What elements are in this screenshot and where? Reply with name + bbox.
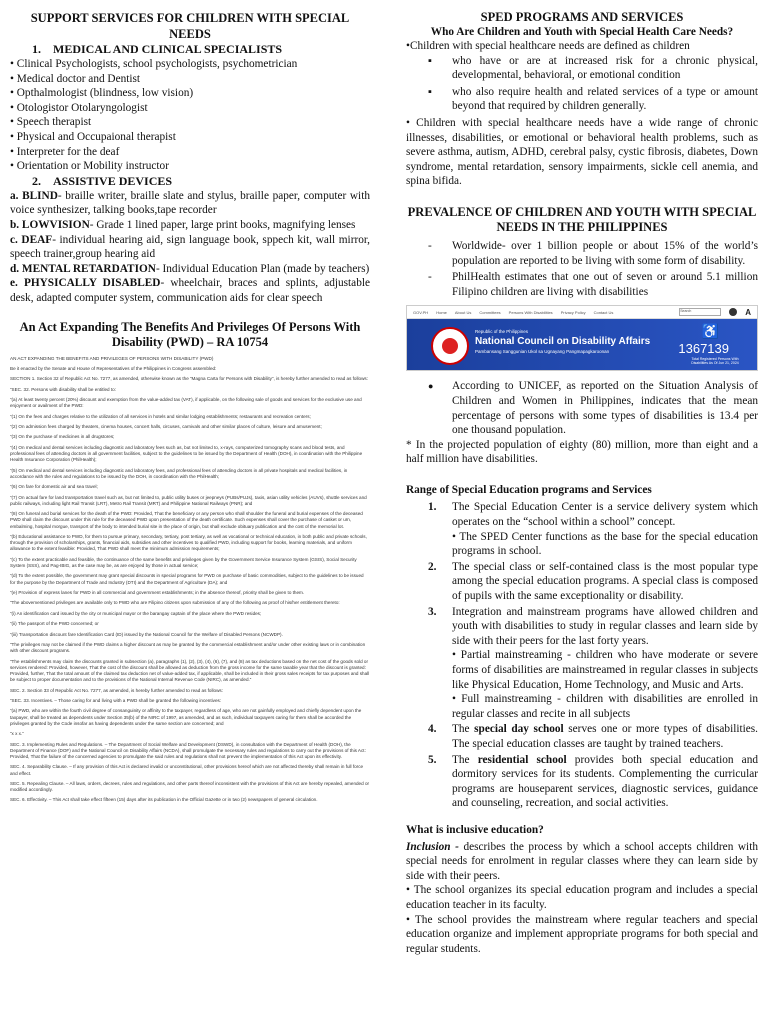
- definition-item: ▪ who also require health and related services of a type or amount beyond that required by children generally.: [452, 85, 758, 114]
- nav-link: Home: [436, 309, 447, 315]
- nav-link: About Us: [454, 309, 472, 315]
- act-paragraph: “x x x.”: [10, 731, 24, 737]
- program-subpoint: • Full mainstreaming - children with disabilities are enrolled in regular classes and recite in all subjects: [452, 693, 758, 720]
- inclusion-label: Inclusion -: [406, 840, 459, 853]
- act-paragraph: “SEC. 33. Incentives. – Those caring for and living with a PWD shall be granted the following incentives:: [10, 697, 222, 703]
- act-paragraph: “(a) PWD, who are within the fourth civil degree of consanguinity or affinity to the taxpayer, regardless of age, who are not gainfully employed and chiefly dependent upon the taxpayer, shall be treated as dependents under Section 35(b) of the NIRC of 1997, as amended, and as such, individual taxpayers caring for them shall be accorded the privileges granted by the Code insofar as having dependents under the same section are concerned; and: [10, 708, 362, 726]
- program-text: The Special Education Center is a service delivery system which operates on the “school within a school” concept.: [452, 501, 758, 529]
- inclusion-definition: [406, 840, 758, 884]
- act-paragraph: “(i) An identification card issued by the city or municipal mayor or the barangay captain of the place where the PWD resides;: [10, 610, 262, 616]
- inclusive-title: What is inclusive education?: [406, 823, 544, 836]
- program-number: 4.: [428, 723, 437, 736]
- act-paragraph: “(4) On medical and dental services including diagnostic and laboratory fees such as, but not limited to, x-rays, computerized tomography scans and blood tests, and professional fees of attending doctors in all government facilities, subject to the guidelines to be issued by the Department of Health (DOH), in coordination with the Philippine Health Insurance Corporation (PhilHealth);: [10, 444, 363, 463]
- ra10754-title: An Act Expanding The Benefits And Privileges Of Persons With Disability (PWD) – RA 10754: [19, 319, 361, 349]
- inclusive-point: • The school provides the mainstream where regular teachers and special education organize and implement appropriate programs for both special and regular students.: [406, 913, 758, 955]
- ra10754-text: [10, 356, 370, 804]
- ncda-header: [407, 319, 757, 370]
- device-text: - Grade 1 lined paper, large print books, magnifying lenses: [89, 218, 356, 231]
- program-number: 1.: [428, 501, 437, 514]
- act-paragraph: “(7) On actual fare for land transportation travel such as, but not limited to, public utility buses or jeepneys (PUBs/PUJs), taxis, asian utility vehicles (AUVs), shuttle services and public railways, including light Rail Transit (LRT), Metro Rail Transit (MRT) and Philippine National Railways (PNR); and: [10, 494, 367, 506]
- act-paragraph: “(ii) The passport of the PWD concerned; or: [10, 621, 99, 627]
- specialist-item: • Physical and Occupaional therapist: [10, 130, 176, 143]
- program-text: Integration and mainstream programs have allowed children and youth with disabilities to study in regular classes and learn side by side with their peers for the last forty years.: [452, 605, 758, 647]
- font-size-icon: A: [745, 307, 751, 317]
- device-label: e. PHYSICALLY DISABLED: [10, 277, 161, 290]
- specialist-item: • Clinical Psychologists, school psychologists, psychometrician: [10, 58, 298, 70]
- ncda-seal-icon: [431, 327, 469, 365]
- act-paragraph: SEC. 3. Implementing Rules and Regulations. – The Department of Social Welfare and Development (DSWD), in consultation with the Department of Health (DOH), the Department of Finance (DOF) and the National Council on Disability Affairs (NCDA), shall promulgate the necessary rules and regulations to carry out the provisions of this Act: Provided, That the failure of the concerned agencies to promulgate the said rules and regulations shall not prevent the implementation of this Act upon its effectivity.: [10, 741, 366, 759]
- inclusive-point: • The school organizes its special education program and includes a special education teacher in its faculty.: [406, 884, 758, 911]
- act-paragraph: “SEC. 32. Persons with disability shall be entitled to:: [10, 386, 116, 392]
- medical-specialists-heading: 1. MEDICAL AND CLINICAL SPECIALISTS: [32, 42, 283, 56]
- device-item: [10, 189, 370, 218]
- ncda-tagline: Pambansang Sanggunian Ukol sa Ugnayang Pangmapagkaroonan: [475, 349, 610, 355]
- ncda-pwd-count: 1367139: [678, 341, 729, 357]
- act-paragraph: “(5) On medical and dental services including diagnostic and laboratory fees, and professional fees of attending doctors in all private hospitals and medical facilities, in accordance with the rules and regulations to be issued by the DOH, in coordination with the PhilHealth;: [10, 467, 348, 479]
- specialist-item: • Opthalmologist (blindness, low vision): [10, 87, 194, 100]
- act-paragraph: “The abovementioned privileges are available only to PWD who are Filipino citizens upon submission of any of the following as proof of his/her entitlement thereto:: [10, 600, 340, 606]
- act-paragraph: “The privileges may not be claimed if the PWD claims a higher discount as may be granted by the commercial establishment and/or under other existing laws or in combination with other discount programs.: [10, 641, 366, 654]
- illness-range-paragraph: • Children with special healthcare needs have a wide range of chronic illnesses, disabilities, or emotional or behavioral health problems, such as severe asthma, autism, ADHD, cerebral palsy, cystic fibrosis, diabetes, Down syndrome, mental retardation, sensory impairments, sickle cell anemia, and spina bifida.: [406, 116, 758, 188]
- program-item: [428, 500, 758, 558]
- unicef-item: ● According to UNICEF, as reported on the Situation Analysis of Children and Women in Philippines, indicates that the mean percentage of persons with some types of disabilities is 13.4 per one thousand population.: [452, 379, 758, 437]
- right-column: [406, 10, 758, 956]
- act-paragraph: SEC. 6. Effectivity. – This Act shall take effect fifteen (15) days after its publication in the Official Gazette or in two (2) newspapers of general circulation.: [10, 797, 318, 803]
- definition-item: ▪ who have or are at increased risk for a chronic physical, developmental, behavioral, or emotional condition: [452, 54, 758, 83]
- device-item: [10, 262, 370, 277]
- ncda-republic: Republic of the Philippines: [475, 329, 529, 335]
- device-label: a. BLIND: [10, 189, 58, 202]
- support-services-title: SUPPORT SERVICES FOR CHILDREN WITH SPECIAL NEEDS: [30, 11, 350, 41]
- prevalence-list: [406, 239, 758, 299]
- act-paragraph: “(1) On the fees and charges relative to the utilization of all services in hotels and similar lodging establishments; restaurants and recreation centers;: [10, 413, 311, 419]
- program-text: provides both special education and dormitory services for its students. Complementing the curricular programs are houseparent services, diagnostic services, guidance and counseling, recreation, and social activities.: [452, 753, 758, 810]
- act-paragraph: Be it enacted by the Senate and House of Representatives of the Philippines in Congress assembled:: [10, 365, 217, 371]
- specialist-item: • Otologistor Otolaryngologist: [10, 101, 148, 114]
- nav-link: GOV.PH: [413, 309, 429, 315]
- act-paragraph: SECTION 1. Section 32 of Republic Act No. 7277, as amended, otherwise known as the “Magna Carta for Persons with Disability”, is hereby further amended to read as follows:: [10, 376, 368, 382]
- prevalence-item: - Worldwide- over 1 billion people or about 15% of the world’s population are reported to be living with some form of disability.: [452, 239, 758, 268]
- program-text: The special class or self-contained class is the most popular type among the special education programs. A special class is composed of pupils with the same exceptionality or disability.: [452, 560, 758, 603]
- device-label: c. DEAF: [10, 233, 53, 246]
- nav-link: Persons With Disabilities: [508, 309, 553, 315]
- search-input: Search: [679, 308, 721, 316]
- prevalence-item: - PhilHealth estimates that one out of seven or around 5.1 million Filipino children are living with disabilities: [452, 270, 758, 299]
- act-paragraph: SEC. 2. Section 33 of Republic Act No. 7277, as amended, is hereby further amended to read as follows:: [10, 687, 223, 693]
- act-paragraph: “(b) Educational assistance to PWD, for them to pursue primary, secondary, tertiary, post tertiary, as well as vocational or technical education, in both public and private schools, through the provision of scholarships, grants, financial aids, subsidies and other incentives to qualified PWD, including support for books, learning materials, and uniform allowance to the extent feasible: Provided, That PWD shall meet the minimum admission requirements;: [10, 534, 367, 552]
- device-item: [10, 218, 370, 233]
- assistive-devices-list: [10, 189, 370, 306]
- specialist-item: • Orientation or Mobility instructor: [10, 160, 169, 173]
- definition-list: [406, 54, 758, 114]
- act-paragraph: “(2) On admission fees charged by theaters, cinema houses, concert halls, circuses, carnivals and other similar places of culture, leisure and amusement;: [10, 424, 322, 430]
- program-item: [428, 605, 758, 722]
- program-text-pre: The: [452, 753, 478, 766]
- cshcn-question: Who Are Children and Youth with Special Health Care Needs?: [430, 26, 734, 38]
- program-subpoint: • The SPED Center functions as the base for the special education programs in school.: [452, 530, 758, 558]
- act-paragraph: AN ACT EXPANDING THE BENEFITS AND PRIVILEGES OF PERSONS WITH DISABILITY (PWD): [10, 355, 214, 361]
- program-item: [428, 722, 758, 751]
- program-text-pre: The: [452, 723, 475, 736]
- device-text: - wheelchair, braces and splints, adjustable desk, adapted computer system, communication aids for clear speech: [10, 277, 370, 304]
- program-text: serves one or more types of disabilities. The special education classes are taught by trained teachers.: [452, 723, 758, 750]
- specialists-list: [10, 57, 370, 174]
- specialist-item: • Medical doctor and Dentist: [10, 72, 141, 85]
- device-label: d. MENTAL RETARDATION: [10, 262, 156, 275]
- nav-link: Privacy Policy: [560, 309, 586, 315]
- specialist-item: • Speech therapist: [10, 116, 92, 129]
- nav-link: Committees: [479, 309, 501, 315]
- device-item: [10, 233, 370, 262]
- program-item: [428, 753, 758, 811]
- program-number: 3.: [428, 605, 437, 618]
- act-paragraph: SEC. 5. Repealing Clause. – All laws, orders, decrees, rules and regulations, and other parts thereof inconsistent with the provisions of this Act are hereby repealed, amended or modified accordingly.: [10, 780, 370, 793]
- act-paragraph: “(c) To the extent practicable and feasible, the continuance of the same benefits and privileges given by the Government Service Insurance System (GSIS), Social Security System (SSS), and Pag-IBIG, as the case may be, as are enjoyed by those in actual service;: [10, 556, 357, 568]
- act-paragraph: “(8) On funeral and burial services for the death of the PWD: Provided, That the beneficiary or any person who shall shoulder the funeral and burial expenses of the deceased PWD shall claim the discount under this rule for the deceased PWD upon presentation of the death certificate. Such expenses shall cover the purchase of casket or urn, embalming, hospital morgue, transport of the body to intended burial site in the place of origin, but shall exclude obituary publication and the cost of the memorial lot.: [10, 511, 363, 529]
- specialist-item: • Interpreter for the deaf: [10, 145, 120, 158]
- program-name: residential school: [477, 753, 567, 766]
- sped-programs-title: SPED PROGRAMS AND SERVICES: [480, 10, 684, 24]
- nav-link: Contact Us: [593, 309, 614, 315]
- device-text: - individual hearing aid, sign language book, sppech kit, wall mirror, speech trainer,group hearing aid: [10, 233, 370, 261]
- ncda-banner-image: [406, 305, 758, 371]
- unicef-list: [406, 379, 758, 437]
- assistive-devices-heading: 2. ASSISTIVE DEVICES: [32, 173, 173, 188]
- act-paragraph: “The establishments may claim the discounts granted in subsection (a), paragraphs (1), (2), (3), (4), (6), (7), and (8) as tax deductions based on the net cost of the goods sold or services rendered: Provided, however, That the cost of the discount shall be allowed as deduction from the gross income for the same taxable year that the discount is granted: Provided, further, That the total amount of the claimed tax deduction net of value-added tax, if applicable, shall be included in their gross sales receipts for tax purposes and shall be subject to proper documentation and to the provisions of the National Internal Revenue Code (NIRC), as amended.”: [10, 658, 370, 683]
- device-label: b. LOWVISION: [10, 218, 90, 231]
- program-number: 5.: [428, 753, 437, 766]
- act-paragraph: “(e) Provision of express lanes for PWD in all commercial and government establishments; in the absence thereof, priority shall be given to them.: [10, 589, 305, 595]
- device-text: - braille writer, braille slate and stylus, braille paper, computer with voice synthesizer, talking books,tape recorder: [10, 189, 370, 217]
- programs-list: [406, 500, 758, 810]
- act-paragraph: “(d) To the extent possible, the government may grant special discounts in special programs for PWD on purchase of basic commodities, subject to the guidelines to be issued for the purpose by the Department of Trade and Industry (DTI) and the Department of Agriculture (DA); and: [10, 573, 364, 585]
- device-item: [10, 276, 370, 305]
- left-column: [10, 0, 370, 808]
- program-subpoint: • Partial mainstreaming - children who have moderate or severe forms of disabilities are mainstreamed in regular classes in subjects like Physical Education, Home Technology, and Music and Arts.: [452, 649, 758, 691]
- prevalence-title: PREVALENCE OF CHILDREN AND YOUTH WITH SPECIAL NEEDS IN THE PHILIPPINES: [407, 204, 757, 234]
- act-paragraph: “(iii) Transportation discount fare Identification Card (ID) issued by the National Council for the Welfare of Disabled Persons (NCWDP).: [10, 631, 283, 637]
- device-text: - Individual Education Plan (made by teachers): [155, 262, 370, 275]
- inclusion-text: describes the process by which a school accepts children with special needs for enrolment in regular classes where they can learn side by side with their peers.: [406, 840, 758, 882]
- ncda-agency-name: National Council on Disability Affairs: [475, 336, 651, 348]
- act-paragraph: “(a) At least twenty percent (20%) discount and exemption from the value-added tax (VAT), if applicable, on the following sale of goods and services for the exclusive use and enjoyment or availment of the PWD:: [10, 397, 362, 409]
- act-paragraph: “(6) On fare for domestic air and sea travel;: [10, 484, 98, 490]
- range-programs-title: Range of Special Education programs and Services: [406, 483, 652, 496]
- cshcn-definition: •Children with special healthcare needs are defined as children: [406, 40, 690, 52]
- accessibility-icon: [729, 308, 737, 316]
- ncda-count-label: Total Registered Persons With Disabilities As Of Jun 21, 2024: [691, 357, 739, 366]
- ncda-nav-bar: [407, 306, 757, 319]
- wheelchair-icon: ♿: [701, 323, 719, 340]
- projected-population: * In the projected population of eighty (80) million, more than eight and a half million have disabilities.: [406, 438, 758, 466]
- program-name: special day school: [474, 723, 564, 736]
- program-number: 2.: [428, 560, 437, 573]
- inclusive-points: [406, 883, 758, 956]
- program-item: [428, 560, 758, 604]
- act-paragraph: “(3) On the purchase of medicines in all drugstores;: [10, 434, 115, 440]
- act-paragraph: SEC. 4. Separability Clause. – If any provision of this Act is declared invalid or unconstitutional, other provisions hereof which are not affected thereby shall remain in full force and effect.: [10, 764, 364, 776]
